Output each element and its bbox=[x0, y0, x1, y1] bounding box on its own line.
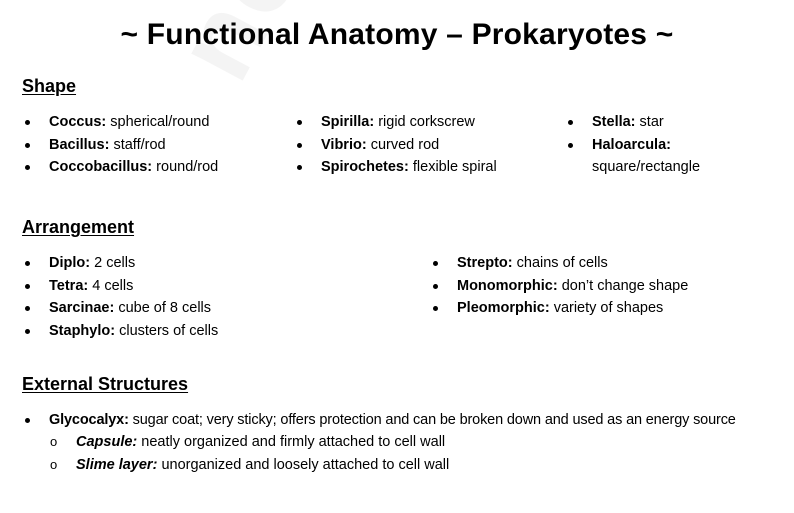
section-heading-arrangement: Arrangement bbox=[22, 217, 135, 237]
arrangement-list-col2 bbox=[430, 252, 688, 320]
definition: cube of 8 cells bbox=[118, 300, 212, 316]
list-item bbox=[22, 111, 218, 134]
definition: sugar coat; very sticky; offers protection and can be broken down and used as an energy source bbox=[132, 412, 736, 428]
term: Staphylo: bbox=[49, 322, 116, 339]
term: Diplo: bbox=[49, 255, 91, 271]
term: Pleomorphic: bbox=[457, 300, 550, 316]
arrangement-list-col1 bbox=[22, 252, 218, 342]
definition: round/rod bbox=[156, 159, 219, 175]
list-item bbox=[50, 454, 449, 477]
page-title: ~ Functional Anatomy – Prokaryotes ~ bbox=[120, 18, 674, 51]
definition: square/rectangle bbox=[592, 159, 701, 175]
term: Sarcinae: bbox=[49, 300, 115, 316]
list-item bbox=[22, 275, 218, 298]
term: Coccus: bbox=[49, 114, 107, 130]
list-item bbox=[565, 134, 765, 179]
term: Slime layer: bbox=[76, 456, 158, 473]
definition: clusters of cells bbox=[119, 322, 219, 339]
list-item bbox=[430, 252, 688, 275]
term: Capsule: bbox=[76, 434, 138, 450]
definition: flexible spiral bbox=[412, 159, 497, 175]
term: Bacillus: bbox=[49, 136, 110, 153]
term: Tetra: bbox=[49, 277, 89, 294]
external-list bbox=[22, 409, 792, 432]
list-item bbox=[22, 134, 218, 157]
term: Monomorphic: bbox=[457, 277, 558, 294]
definition: curved rod bbox=[370, 136, 440, 153]
shape-list-col2 bbox=[294, 111, 497, 179]
term: Spirilla: bbox=[321, 114, 375, 130]
definition: star bbox=[639, 114, 664, 130]
definition: 2 cells bbox=[94, 255, 136, 271]
definition: chains of cells bbox=[516, 255, 608, 271]
term: Haloarcula: bbox=[592, 136, 671, 153]
definition: unorganized and loosely attached to cell wall bbox=[161, 456, 450, 473]
term: Strepto: bbox=[457, 255, 513, 271]
list-item bbox=[22, 252, 218, 275]
list-item bbox=[22, 297, 218, 320]
list-item bbox=[294, 156, 497, 179]
list-item bbox=[294, 134, 497, 157]
definition: staff/rod bbox=[113, 136, 166, 153]
term: Coccobacillus: bbox=[49, 159, 153, 175]
list-item bbox=[22, 320, 218, 343]
section-heading-external-structures: External Structures bbox=[22, 374, 189, 394]
external-sublist bbox=[50, 431, 449, 476]
definition: spherical/round bbox=[110, 114, 210, 130]
definition: neatly organized and firmly attached to cell wall bbox=[141, 434, 446, 450]
section-heading-shape: Shape bbox=[22, 76, 77, 96]
list-item bbox=[565, 111, 765, 134]
list-item bbox=[430, 275, 688, 298]
list-item bbox=[430, 297, 688, 320]
list-item bbox=[294, 111, 497, 134]
shape-list-col1 bbox=[22, 111, 218, 179]
shape-list-col3 bbox=[565, 111, 765, 179]
term: Spirochetes: bbox=[321, 159, 409, 175]
term: Glycocalyx: bbox=[49, 412, 129, 428]
definition: variety of shapes bbox=[553, 300, 664, 316]
list-item bbox=[22, 156, 218, 179]
definition: 4 cells bbox=[92, 277, 134, 294]
definition: don’t change shape bbox=[561, 277, 689, 294]
term: Vibrio: bbox=[321, 136, 367, 153]
list-item bbox=[50, 431, 449, 454]
term: Stella: bbox=[592, 114, 636, 130]
definition: rigid corkscrew bbox=[378, 114, 475, 130]
list-item bbox=[22, 409, 792, 432]
